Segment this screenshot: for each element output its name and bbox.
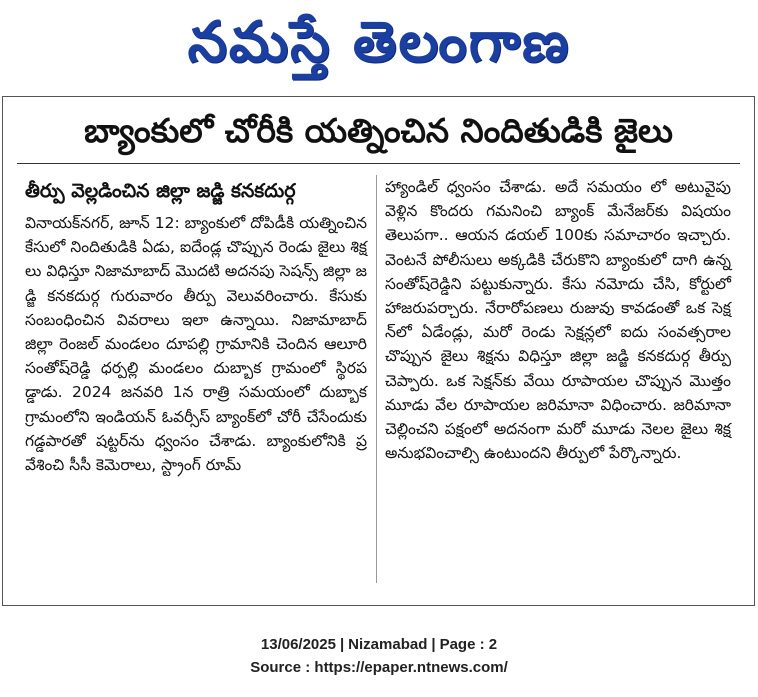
masthead-title: నమస్తే తెలంగాణ [187,9,571,75]
footer-separator: | [339,636,345,653]
footer-page: Page : 2 [439,636,498,653]
article-subheadline: తీర్పు వెల్లడించిన జిల్లా జడ్జి కనకదుర్గ [25,180,296,202]
footer-source [0,659,758,676]
footer-date: 13/06/2025 [260,636,336,653]
article-left-column [25,177,367,477]
footer-source-link[interactable]: Source : https://epaper.ntnews.com/ [250,659,508,676]
footer-edition: Nizamabad [348,636,428,653]
column-divider [376,175,377,583]
article-headline: బ్యాంకులో చోరీకి యత్నించిన నిందితుడికి జైలు [84,111,673,150]
article-clipping [2,96,755,606]
article-right-text: హ్యాండిల్ ధ్వంసం చేశాడు. అదే సమయం లో అటువైపు వెళ్లిన కొందరు గమనించి బ్యాంక్ మేనేజర్‌కు విషయం తెలుపగా.. ఆయన డయల్ 100కు సమాచారం ఇచ్చారు. వెంటనే పోలీసులు అక్కడికి చేరుకొని బ్యాంకులో దాగి ఉన్న సంతోష్‌రెడ్డిని పట్టుకున్నారు. కేసు నమోదు చేసి, కోర్టులో హాజరుపర్చారు. నేరారోపణలు రుజువు కావడంతో ఒక సెక్షన్‌లో ఏడేండ్లు, మరో రెండు సెక్షన్లలో ఐదు సంవత్సరాల చొప్పున జైలు శిక్షను విధిస్తూ జిల్లా జడ్జి కనకదుర్గ తీర్పు చెప్పారు. ఒక సెక్షన్‌కు వేయి రూపాయల చొప్పున మొత్తం మూడు వేల రూపాయల జరిమానా విధించారు. జరిమానా చెల్లించని పక్షంలో అదనంగా మరో మూడు నెలల జైలు శిక్ష అనుభవించాల్సి ఉంటుందని తీర్పులో పేర్కొన్నారు. [385,178,731,463]
headline-divider [17,163,740,164]
footer-separator-2: | [431,636,436,653]
article-left-text: వినాయక్‌నగర్, జూన్ 12: బ్యాంకులో దోపిడీకి యత్నించిన కేసులో నిందితుడికి ఏడు, ఐదేండ్ల చొప్పున రెండు జైలు శిక్షలు విధిస్తూ నిజామాబాద్ మొదటి అదనపు సెషన్స్ జిల్లా జడ్జి కనకదుర్గ గురువారం తీర్పు వెలువరించారు. కేసుకు సంబంధించిన వివరాలు ఇలా ఉన్నాయి. నిజామాబాద్ జిల్లా రెంజల్ మండలం దూపల్లి గ్రామానికి చెందిన ఆలూరి సంతోష్‌రెడ్డి ధర్పల్లి మండలం దుబ్బాక గ్రామంలో స్థిరపడ్డాడు. 2024 జనవరి 1న రాత్రి సమయంలో దుబ్బాక గ్రామంలోని ఇండియన్ ఓవర్సీస్ బ్యాంక్‌లో చోరీ చేసేందుకు గడ్డపారతో షట్టర్‌ను ధ్వంసం చేశాడు. బ్యాంకులోనికి ప్రవేశించి సీసీ కెమెరాలు, స్ట్రాంగ్ రూమ్ [25,214,367,475]
footer-publication-info [0,636,758,653]
article-right-column [385,175,731,465]
newspaper-masthead [0,0,758,84]
